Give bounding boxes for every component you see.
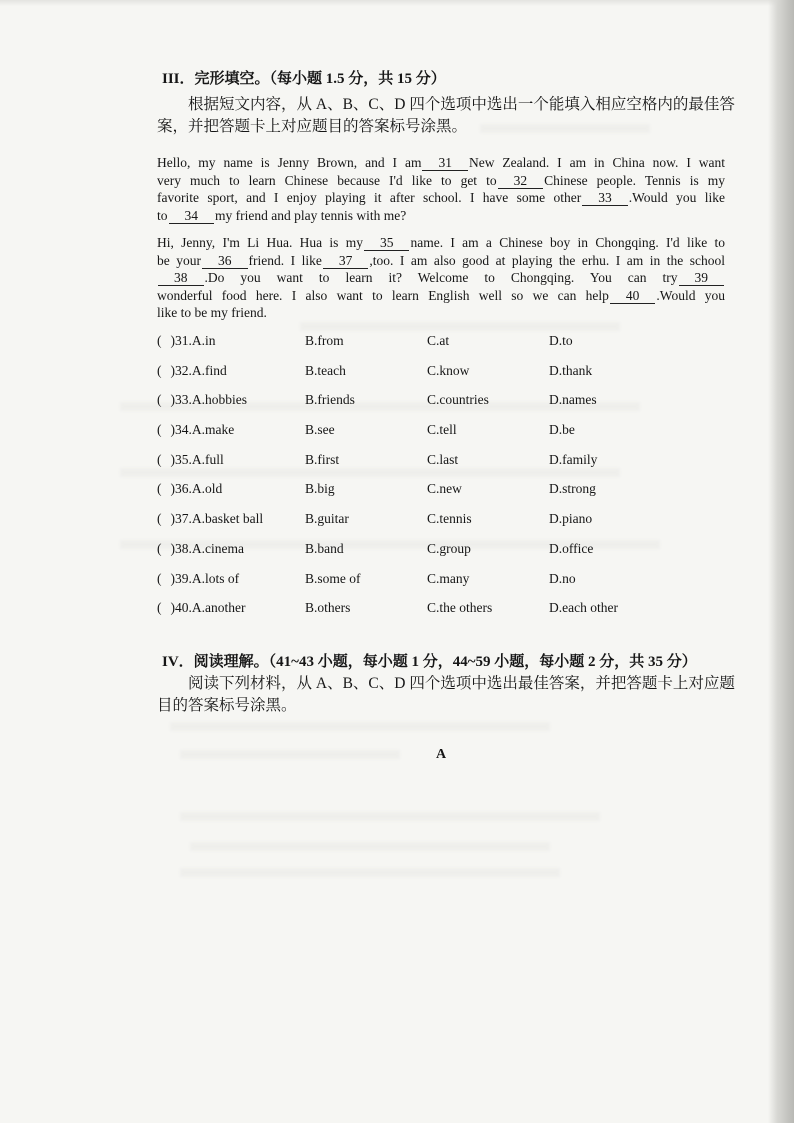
option-c: C.the others [427, 600, 493, 616]
passage-text: .Would you [656, 287, 725, 303]
passage-text: New Zealand. I am in China now. I want [468, 155, 725, 170]
option-d: D.piano [549, 511, 593, 527]
question-row [157, 450, 725, 480]
passage-line [157, 154, 725, 172]
passage-line [157, 287, 725, 305]
question-row [157, 509, 725, 539]
instruction-line: 案，并把答题卡上对应题目的答案标号涂黑。 [157, 118, 468, 135]
option-c: C.many [427, 570, 470, 586]
passage-text: Chinese people. Tennis is my [544, 172, 725, 188]
question-stem [157, 539, 305, 569]
option-d: D.strong [549, 481, 596, 497]
instruction-line: 目的答案标号涂黑。 [157, 697, 297, 714]
option-d: D.each other [549, 600, 618, 616]
passage-text: to [157, 207, 168, 223]
answer-bracket-close: ) [170, 540, 175, 556]
question-stem [157, 331, 305, 361]
option-c: C.know [427, 362, 470, 378]
passage-line [157, 207, 725, 225]
option-c: C.tennis [427, 511, 472, 527]
option-c: C.countries [427, 392, 489, 408]
option-a: A.another [191, 600, 246, 616]
option-c: C.at [427, 333, 450, 348]
option-d: D.to [549, 333, 573, 348]
question-number: 38. [175, 540, 192, 556]
passage-line [157, 189, 725, 207]
answer-blank: 39 [679, 271, 725, 286]
show-through-mark [180, 750, 400, 759]
question-list [157, 331, 725, 628]
answer-bracket-open: ( [157, 511, 162, 527]
answer-bracket-open: ( [157, 392, 162, 408]
part-label: A [436, 747, 447, 762]
section-instruction [157, 94, 735, 138]
option-d: D.thank [549, 362, 593, 378]
question-number: 39. [175, 570, 192, 586]
passage-line [157, 172, 725, 190]
option-d: D.family [549, 451, 598, 467]
option-b: B.teach [305, 362, 346, 378]
answer-bracket-open: ( [157, 451, 162, 467]
question-row [157, 390, 725, 420]
answer-bracket-open: ( [157, 333, 162, 348]
passage-text: ,too. I am also good at playing the erhu. I am in the school [369, 252, 725, 268]
question-stem [157, 450, 305, 480]
answer-bracket-close: ) [170, 481, 175, 497]
question-row [157, 569, 725, 599]
option-a: A.make [191, 422, 235, 438]
question-row [157, 479, 725, 509]
passage-text: my friend and play tennis with me? [215, 207, 407, 223]
option-b: B.band [305, 540, 344, 556]
question-stem [157, 569, 305, 599]
passage-text: be your [157, 252, 201, 268]
option-b: B.guitar [305, 511, 349, 527]
question-number: 34. [175, 422, 192, 438]
option-a: A.hobbies [191, 392, 247, 408]
option-b: B.first [305, 451, 340, 467]
question-number: 37. [175, 511, 192, 527]
option-b: B.from [305, 333, 344, 348]
question-row [157, 331, 725, 361]
option-d: D.be [549, 422, 575, 438]
question-number: 31. [175, 333, 192, 348]
option-a: A.cinema [191, 540, 244, 556]
passage-text: wonderful food here. I also want to learn English well so we can help [157, 287, 609, 303]
cloze-passage-letter [157, 154, 725, 224]
option-c: C.new [427, 481, 462, 497]
answer-blank: 35 [364, 236, 410, 251]
answer-bracket-close: ) [170, 422, 175, 438]
answer-blank: 40 [610, 289, 656, 304]
answer-blank: 37 [323, 254, 369, 269]
answer-bracket-open: ( [157, 600, 162, 616]
question-stem [157, 390, 305, 420]
question-stem [157, 598, 305, 628]
passage-text: name. I am a Chinese boy in Chongqing. I'd like to [410, 235, 725, 250]
show-through-mark [170, 722, 550, 731]
option-b: B.friends [305, 392, 355, 408]
section-instruction [157, 673, 735, 717]
passage-text: very much to learn Chinese because I'd like to get to [157, 172, 497, 188]
passage-text: like to be my friend. [157, 305, 267, 321]
question-stem [157, 509, 305, 539]
instruction-line: 根据短文内容，从 A、B、C、D 四个选项中选出一个能填入相应空格内的最佳答 [188, 96, 735, 113]
scan-edge-top [0, 0, 794, 6]
option-b: B.some of [305, 570, 361, 586]
option-d: D.names [549, 392, 597, 408]
answer-bracket-open: ( [157, 570, 162, 586]
question-stem [157, 361, 305, 391]
answer-blank: 31 [422, 156, 468, 171]
passage-text: friend. I like [248, 252, 322, 268]
cloze-passage-reply [157, 234, 725, 322]
answer-bracket-close: ) [170, 600, 175, 616]
question-row [157, 539, 725, 569]
question-row [157, 420, 725, 450]
show-through-mark [180, 812, 600, 821]
option-a: A.old [191, 481, 223, 497]
option-a: A.find [191, 362, 227, 378]
answer-bracket-close: ) [170, 451, 175, 467]
option-c: C.last [427, 451, 459, 467]
answer-bracket-close: ) [170, 392, 175, 408]
option-d: D.no [549, 570, 576, 586]
passage-line [157, 304, 725, 322]
question-number: 33. [175, 392, 192, 408]
option-b: B.others [305, 600, 351, 616]
answer-blank: 34 [169, 209, 215, 224]
question-row [157, 598, 725, 628]
option-a: A.full [191, 451, 224, 467]
passage-text: .Do you want to learn it? Welcome to Chongqing. You can try [204, 270, 678, 286]
answer-bracket-open: ( [157, 481, 162, 497]
passage-text: .Would you like [628, 190, 726, 206]
option-b: B.big [305, 481, 335, 497]
answer-bracket-open: ( [157, 422, 162, 438]
passage-line [157, 269, 725, 287]
question-row [157, 361, 725, 391]
question-number: 35. [175, 451, 192, 467]
passage-text: favorite sport, and I enjoy playing it after school. I have some other [157, 190, 582, 206]
answer-blank: 36 [202, 254, 248, 269]
option-a: A.basket ball [191, 511, 264, 527]
question-stem [157, 420, 305, 450]
option-b: B.see [305, 422, 335, 438]
question-stem [157, 479, 305, 509]
answer-bracket-open: ( [157, 540, 162, 556]
option-a: A.in [191, 333, 216, 348]
answer-bracket-close: ) [170, 362, 175, 378]
answer-bracket-close: ) [170, 570, 175, 586]
option-d: D.office [549, 540, 594, 556]
option-a: A.lots of [191, 570, 240, 586]
show-through-mark [180, 868, 560, 877]
answer-bracket-close: ) [170, 511, 175, 527]
passage-text: Hi, Jenny, I'm Li Hua. Hua is my [157, 235, 363, 250]
answer-bracket-open: ( [157, 362, 162, 378]
show-through-mark [190, 842, 550, 851]
question-number: 32. [175, 362, 192, 378]
answer-blank: 38 [158, 271, 204, 286]
passage-line [157, 234, 725, 252]
question-number: 40. [175, 600, 192, 616]
show-through-mark [300, 322, 620, 331]
instruction-line: 阅读下列材料，从 A、B、C、D 四个选项中选出最佳答案，并把答题卡上对应题 [188, 675, 735, 692]
section-heading-cloze: III．完形填空。（每小题 1.5 分，共 15 分） [162, 71, 446, 87]
answer-bracket-close: ) [170, 333, 175, 348]
section-heading-reading: IV．阅读理解。（41~43 小题，每小题 1 分，44~59 小题，每小题 2 分，共 35 分） [162, 654, 697, 670]
passage-line [157, 252, 725, 270]
answer-blank: 32 [498, 174, 544, 189]
answer-blank: 33 [582, 191, 628, 206]
passage-text: Hello, my name is Jenny Brown, and I am [157, 155, 422, 170]
scan-edge-right [768, 0, 794, 1123]
question-number: 36. [175, 481, 192, 497]
option-c: C.tell [427, 422, 457, 438]
option-c: C.group [427, 540, 471, 556]
